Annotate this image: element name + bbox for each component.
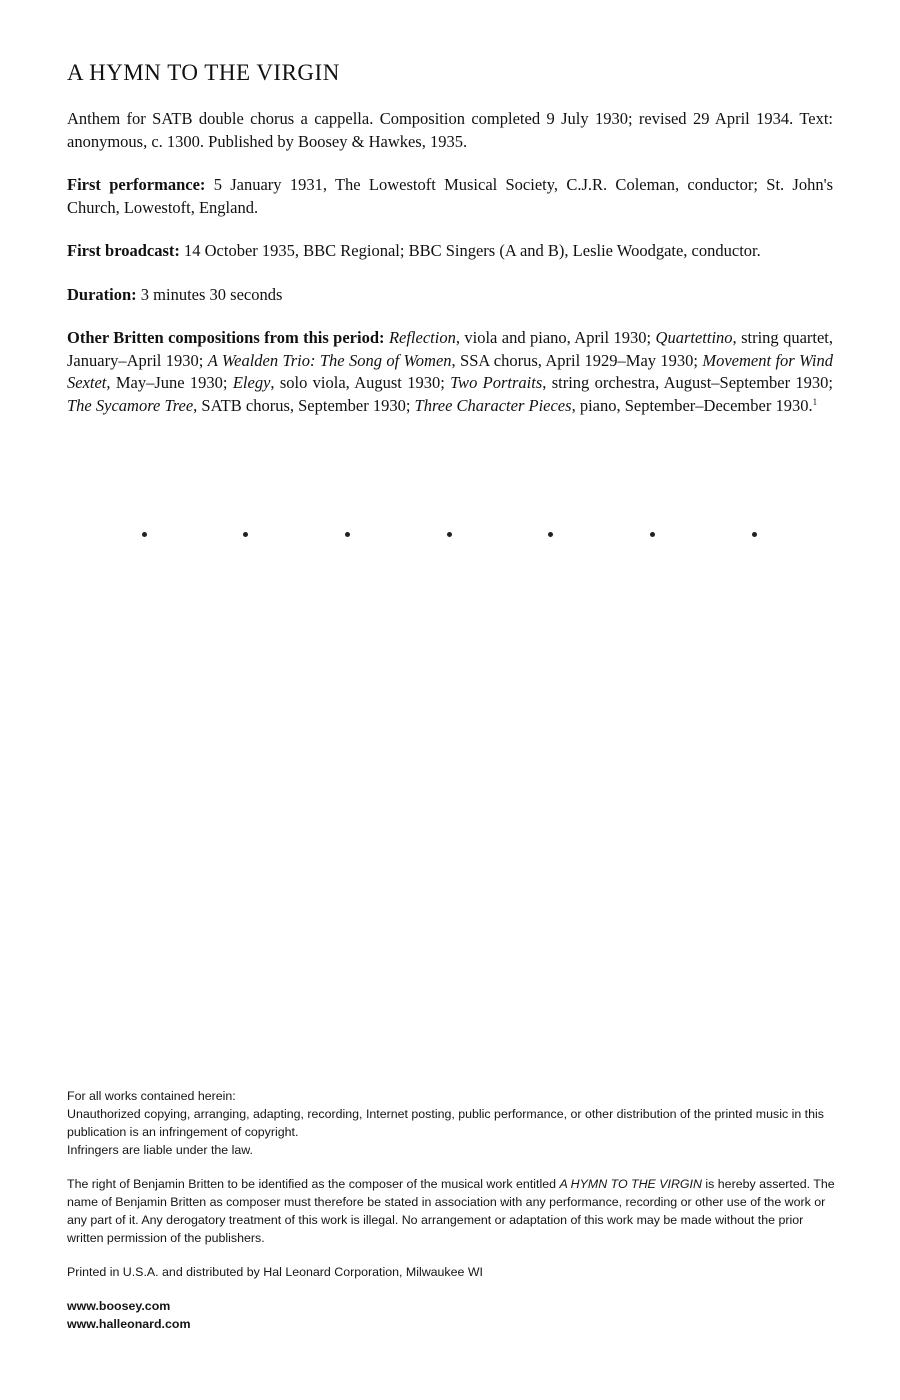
copyright-line: Unauthorized copying, arranging, adapting, recording, Internet posting, public performance, or other distribution of the printed music in this publication is an infringement of copyright. [67,1107,824,1139]
work-description: Anthem for SATB double chorus a cappella. Composition completed 9 July 1930; revised 29 April 1934. Text: anonymous, c. 1300. Published by Boosey & Hawkes, 1935. [67,109,833,151]
first-broadcast-label: First broadcast: [67,241,180,260]
composition-title: The Sycamore Tree [67,395,194,415]
divider-dot [345,532,350,537]
composition-detail: , SATB chorus, September 1930; [193,395,415,415]
first-broadcast [67,240,833,263]
divider-dot [548,532,553,537]
work-information [67,108,833,438]
copyright-line: Infringers are liable under the law. [67,1143,253,1157]
halleonard-url-link[interactable]: www.halleonard.com [67,1317,191,1331]
composition-detail: , piano, September–December 1930. [571,395,813,415]
divider-dot [752,532,757,537]
composition-detail: , string orchestra, August–September 1930; [542,373,834,392]
rights-text-before: The right of Benjamin Britten to be identified as the composer of the musical work entitled [67,1177,560,1191]
duration-label: Duration: [67,284,137,304]
legal-notice [67,1087,837,1333]
composition-detail: , solo viola, August 1930; [270,373,451,392]
first-performance [67,174,833,219]
printed-notice: Printed in U.S.A. and distributed by Hal Leonard Corporation, Milwaukee WI [67,1265,483,1279]
publisher-links [67,1297,837,1333]
first-performance-text: 5 January 1931, The Lowestoft Musical Society, C.J.R. Coleman, conductor; St. John's Church, Lowestoft, England. [67,175,834,217]
boosey-url-link[interactable]: www.boosey.com [67,1299,171,1313]
composition-title: Quartettino [655,328,733,347]
divider-dot [243,532,248,537]
composition-detail: , string quartet, January–April 1930; [67,328,833,370]
divider-dot [447,532,452,537]
duration [67,284,833,307]
rights-text-after: is hereby asserted. The name of Benjamin Britten as composer must therefore be stated in association with any performance, recording or other use of the work or any part of it. Any derogatory treatment of this work is illegal. No arrangement or adaptation of this work may be made without the prior written permission of the publishers. [67,1177,835,1245]
other-compositions [67,327,833,417]
composition-detail: , May–June 1930; [106,373,233,392]
composition-title: Reflection [388,328,456,347]
composition-title: Two Portraits [450,373,543,392]
composition-title: A Wealden Trio: The Song of Women [207,350,452,370]
duration-text: 3 minutes 30 seconds [136,284,283,304]
composition-detail: , SSA chorus, April 1929–May 1930; [451,350,703,370]
footnote-mark: 1 [812,396,818,407]
composition-detail: , viola and piano, April 1930; [455,328,656,347]
copyright-line: For all works contained herein: [67,1089,236,1103]
first-performance-label: First performance: [67,175,206,194]
copyright-notice [67,1087,837,1159]
divider-dot [142,532,147,537]
first-broadcast-text: 14 October 1935, BBC Regional; BBC Singers (A and B), Leslie Woodgate, conductor. [179,241,761,260]
moral-rights-notice [67,1175,837,1247]
composition-title: Movement for Wind Sextet [67,350,833,392]
composition-title: Elegy [232,373,271,392]
page-title: A HYMN TO THE VIRGIN [67,60,340,85]
composition-title: Three Character Pieces [414,395,572,415]
rights-work-title: A HYMN TO THE VIRGIN [559,1177,702,1191]
divider-dot [650,532,655,537]
other-compositions-label: Other Britten compositions from this period: [67,328,385,347]
dot-divider [67,532,833,542]
